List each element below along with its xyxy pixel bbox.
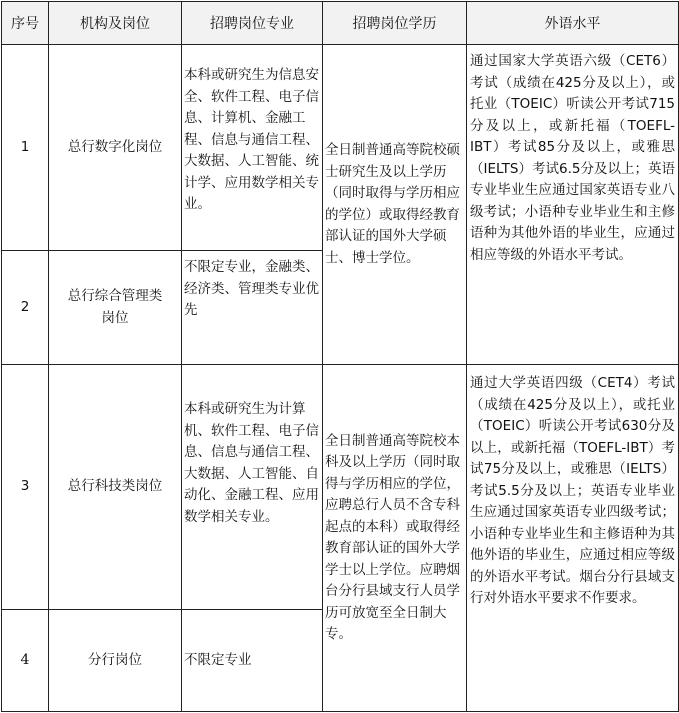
row-major: 不限定专业，金融类、经济类、管理类专业优先	[182, 251, 323, 365]
row-major: 不限定专业	[182, 610, 323, 712]
table-row	[2, 45, 679, 251]
row-position: 总行综合管理类岗位	[49, 251, 182, 365]
language-requirement-group1: 通过国家大学英语六级（CET6）考试（成绩在425分及以上），或托业（TOEIC）听读公开考试715分及以上，或新托福（TOEFL-IBT）考试85分及以上，或雅思（IELTS）考试6.5分及以上；英语专业毕业生应通过国家英语专业八级考试；小语种专业毕业生和主修语种为其他外语的毕业生，应通过相应等级的外语水平考试。	[467, 45, 679, 365]
header-major: 招聘岗位专业	[182, 2, 323, 45]
row-serial: 1	[2, 45, 49, 251]
education-requirement-group1: 全日制普通高等院校硕士研究生及以上学历（同时取得与学历相应的学位）或取得经教育部认证的国外大学硕士、博士学位。	[323, 45, 467, 365]
row-position: 总行数字化岗位	[49, 45, 182, 251]
row-position: 总行科技类岗位	[49, 365, 182, 610]
header-position: 机构及岗位	[49, 2, 182, 45]
language-requirement-group2: 通过大学英语四级（CET4）考试（成绩在425分及以上），或托业（TOEIC）听读公开考试630分及以上，或新托福（TOEFL-IBT）考试75分及以上，或雅思（IELTS）考试5.5分及以上；英语专业毕业生应通过国家英语专业四级考试；小语种专业毕业生和主修语种为其他外语的毕业生，应通过相应等级的外语水平考试。烟台分行县域支行对外语水平要求不作要求。	[467, 365, 679, 712]
table-header-row	[2, 2, 679, 45]
header-serial: 序号	[2, 2, 49, 45]
row-major: 本科或研究生为计算机、软件工程、电子信息、信息与通信工程、大数据、人工智能、自动化、金融工程、应用数学相关专业。	[182, 365, 323, 610]
row-serial: 2	[2, 251, 49, 365]
education-requirement-group2: 全日制普通高等院校本科及以上学历（同时取得与学历相应的学位，应聘总行人员不含专科起点的本科）或取得经教育部认证的国外大学学士以上学位。应聘烟台分行县域支行人员学历可放宽至全日制大专。	[323, 365, 467, 712]
recruitment-table	[1, 1, 679, 712]
row-serial: 3	[2, 365, 49, 610]
row-major: 本科或研究生为信息安全、软件工程、电子信息、计算机、金融工程、信息与通信工程、大数据、人工智能、统计学、应用数学相关专业。	[182, 45, 323, 251]
row-position: 分行岗位	[49, 610, 182, 712]
header-language: 外语水平	[467, 2, 679, 45]
table-row	[2, 365, 679, 610]
header-education: 招聘岗位学历	[323, 2, 467, 45]
row-serial: 4	[2, 610, 49, 712]
